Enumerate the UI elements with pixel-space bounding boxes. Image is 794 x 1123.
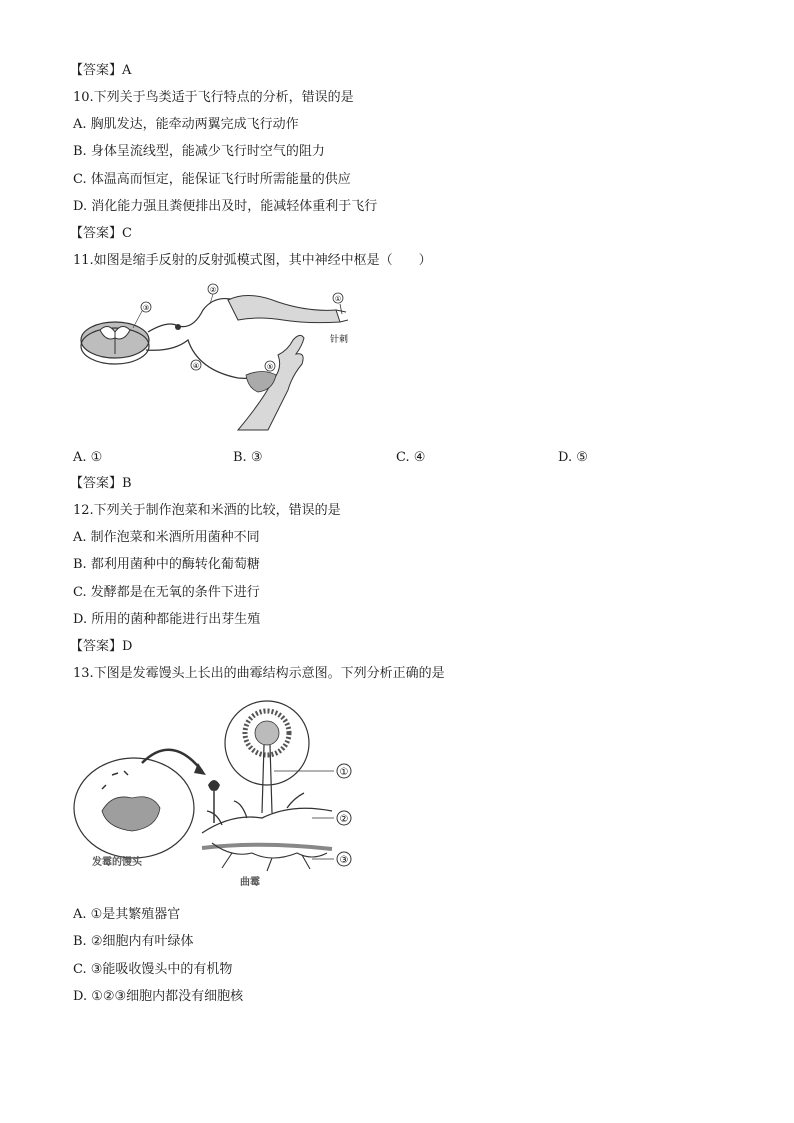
fig13-label-bun: 发霉的馒头 [92,857,142,868]
question-13-stem: 13.下图是发霉馒头上长出的曲霉结构示意图。下列分析正确的是 [73,666,445,681]
q10-option-c[interactable]: C. 体温高而恒定，能保证飞行时所需能量的供应 [73,172,351,187]
q13-option-b[interactable]: B. ②细胞内有叶绿体 [73,934,194,949]
q13-option-d[interactable]: D. ①②③细胞内都没有细胞核 [73,989,244,1004]
q11-option-b[interactable]: B. ③ [233,450,263,465]
q13-option-c[interactable]: C. ③能吸收馒头中的有机物 [73,962,233,977]
q11-option-c[interactable]: C. ④ [396,450,426,465]
fig13-label-mold: 曲霉 [240,877,260,888]
q11-option-a[interactable]: A. ① [73,450,103,465]
q10-option-a[interactable]: A. 胸肌发达，能牵动两翼完成飞行动作 [73,117,299,132]
fig11-label-3: ③ [142,304,150,312]
q11-option-d[interactable]: D. ⑤ [558,450,588,465]
q10-option-d[interactable]: D. 消化能力强且粪便排出及时，能减轻体重利于飞行 [73,199,378,214]
answer-q10: 【答案】C [70,226,132,241]
answer-q9: 【答案】A [70,63,132,78]
fig11-label-1: ① [334,295,342,303]
q12-option-a[interactable]: A. 制作泡菜和米酒所用菌种不同 [73,530,260,545]
fig11-label-4: ④ [192,362,200,370]
fig13-label-2: ② [339,814,349,825]
reflex-arc-figure [78,280,368,440]
answer-q12: 【答案】D [70,639,133,654]
aspergillus-figure [72,693,362,893]
question-12-stem: 12.下列关于制作泡菜和米酒的比较，错误的是 [73,503,341,518]
q11-options-row [73,450,633,468]
answer-q11: 【答案】B [70,476,132,491]
q13-option-a[interactable]: A. ①是其繁殖器官 [73,907,181,922]
fig11-label-5: ⑤ [266,363,274,371]
q12-option-d[interactable]: D. 所用的菌种都能进行出芽生殖 [73,612,261,627]
q12-option-c[interactable]: C. 发酵都是在无氧的条件下进行 [73,585,260,600]
question-10-stem: 10.下列关于鸟类适于飞行特点的分析，错误的是 [73,90,354,105]
fig11-label-needle: 针刺 [330,335,349,345]
fig13-label-3: ③ [339,855,349,866]
fig11-label-2: ② [209,286,217,294]
question-11-stem: 11.如图是缩手反射的反射弧模式图，其中神经中枢是（ ） [73,253,432,268]
q12-option-b[interactable]: B. 都利用菌种中的酶转化葡萄糖 [73,557,260,572]
q10-option-b[interactable]: B. 身体呈流线型，能减少飞行时空气的阻力 [73,144,325,159]
fig13-label-1: ① [339,767,349,778]
